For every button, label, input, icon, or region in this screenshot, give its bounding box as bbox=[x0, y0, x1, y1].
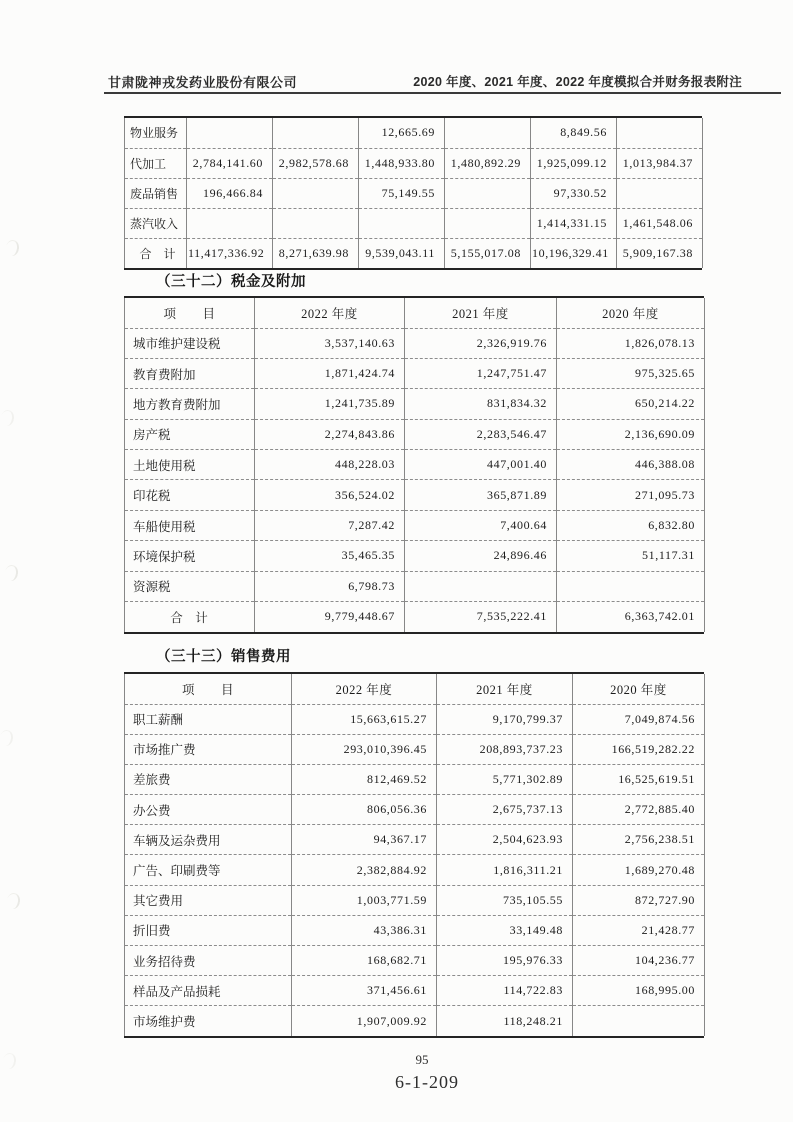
value-cell: 2,136,690.09 bbox=[557, 419, 705, 449]
table-row bbox=[125, 450, 705, 480]
table-row bbox=[125, 734, 705, 764]
report-title: 2020 年度、2021 年度、2022 年度模拟合并财务报表附注 bbox=[413, 75, 742, 89]
selling-expense-table-inner bbox=[124, 674, 705, 1036]
value-cell: 7,400.64 bbox=[405, 510, 557, 540]
row-label-cell: 折旧费 bbox=[125, 915, 292, 945]
value-cell: 1,480,892.29 bbox=[445, 148, 531, 178]
column-header: 2022 年度 bbox=[255, 298, 405, 328]
table-row bbox=[125, 764, 705, 794]
value-cell: 872,727.90 bbox=[573, 885, 705, 915]
other-business-continuation-table bbox=[124, 116, 702, 270]
value-cell: 9,170,799.37 bbox=[437, 704, 573, 734]
value-cell: 1,003,771.59 bbox=[292, 885, 437, 915]
row-label-cell: 广告、印刷费等 bbox=[125, 855, 292, 885]
table-row bbox=[125, 915, 705, 945]
value-cell bbox=[187, 208, 273, 238]
value-cell: 975,325.65 bbox=[557, 358, 705, 388]
value-cell: 5,771,302.89 bbox=[437, 764, 573, 794]
table-row bbox=[125, 328, 705, 358]
table-row bbox=[125, 946, 705, 976]
value-cell: 24,896.46 bbox=[405, 541, 557, 571]
value-cell: 2,274,843.86 bbox=[255, 419, 405, 449]
value-cell bbox=[445, 178, 531, 208]
value-cell: 1,689,270.48 bbox=[573, 855, 705, 885]
row-label-cell: 合 计 bbox=[125, 238, 187, 268]
row-label-cell: 城市维护建设税 bbox=[125, 328, 255, 358]
value-cell: 271,095.73 bbox=[557, 480, 705, 510]
row-label-cell: 物业服务 bbox=[125, 118, 187, 148]
value-cell: 1,448,933.80 bbox=[359, 148, 445, 178]
value-cell: 2,382,884.92 bbox=[292, 855, 437, 885]
value-cell: 75,149.55 bbox=[359, 178, 445, 208]
page-number: 95 bbox=[415, 1052, 429, 1067]
table-row bbox=[125, 602, 705, 632]
tax-and-surcharge-table bbox=[124, 296, 704, 634]
value-cell: 6,832.80 bbox=[557, 510, 705, 540]
value-cell bbox=[359, 208, 445, 238]
column-header: 2022 年度 bbox=[292, 674, 437, 704]
header-rule bbox=[104, 92, 781, 94]
value-cell: 831,834.32 bbox=[405, 389, 557, 419]
value-cell bbox=[573, 1006, 705, 1036]
value-cell: 7,049,874.56 bbox=[573, 704, 705, 734]
scan-artifact bbox=[0, 409, 15, 427]
row-label-cell: 废品销售 bbox=[125, 178, 187, 208]
value-cell bbox=[273, 178, 359, 208]
row-label-cell: 市场维护费 bbox=[125, 1006, 292, 1036]
value-cell: 650,214.22 bbox=[557, 389, 705, 419]
value-cell: 118,248.21 bbox=[437, 1006, 573, 1036]
value-cell: 9,539,043.11 bbox=[359, 238, 445, 268]
value-cell: 447,001.40 bbox=[405, 450, 557, 480]
row-label-cell: 合 计 bbox=[125, 602, 255, 632]
value-cell bbox=[557, 571, 705, 601]
value-cell bbox=[273, 208, 359, 238]
table-row bbox=[125, 510, 705, 540]
row-label-cell: 业务招待费 bbox=[125, 946, 292, 976]
row-label-cell: 环境保护税 bbox=[125, 541, 255, 571]
column-header: 2020 年度 bbox=[573, 674, 705, 704]
value-cell: 35,465.35 bbox=[255, 541, 405, 571]
value-cell: 7,535,222.41 bbox=[405, 602, 557, 632]
value-cell: 448,228.03 bbox=[255, 450, 405, 480]
value-cell: 195,976.33 bbox=[437, 946, 573, 976]
value-cell: 51,117.31 bbox=[557, 541, 705, 571]
value-cell bbox=[445, 208, 531, 238]
table-row bbox=[125, 885, 705, 915]
row-label-cell: 土地使用税 bbox=[125, 450, 255, 480]
value-cell: 293,010,396.45 bbox=[292, 734, 437, 764]
value-cell: 97,330.52 bbox=[531, 178, 617, 208]
value-cell bbox=[617, 118, 703, 148]
value-cell: 1,013,984.37 bbox=[617, 148, 703, 178]
value-cell bbox=[187, 118, 273, 148]
value-cell: 2,982,578.68 bbox=[273, 148, 359, 178]
value-cell: 21,428.77 bbox=[573, 915, 705, 945]
value-cell: 1,871,424.74 bbox=[255, 358, 405, 388]
column-header: 项 目 bbox=[125, 298, 255, 328]
table-row bbox=[125, 704, 705, 734]
scan-artifact bbox=[2, 1052, 17, 1070]
value-cell bbox=[405, 571, 557, 601]
value-cell: 1,925,099.12 bbox=[531, 148, 617, 178]
table-row bbox=[125, 358, 705, 388]
tax-surcharge-table bbox=[124, 298, 705, 632]
value-cell bbox=[445, 118, 531, 148]
value-cell: 1,907,009.92 bbox=[292, 1006, 437, 1036]
value-cell: 2,283,546.47 bbox=[405, 419, 557, 449]
value-cell: 208,893,737.23 bbox=[437, 734, 573, 764]
value-cell: 12,665.69 bbox=[359, 118, 445, 148]
value-cell: 735,105.55 bbox=[437, 885, 573, 915]
row-label-cell: 其它费用 bbox=[125, 885, 292, 915]
value-cell: 1,414,331.15 bbox=[531, 208, 617, 238]
row-label-cell: 办公费 bbox=[125, 795, 292, 825]
table-row bbox=[125, 541, 705, 571]
column-header: 2021 年度 bbox=[405, 298, 557, 328]
row-label-cell: 职工薪酬 bbox=[125, 704, 292, 734]
row-label-cell: 差旅费 bbox=[125, 764, 292, 794]
row-label-cell: 印花税 bbox=[125, 480, 255, 510]
row-label-cell: 车辆及运杂费用 bbox=[125, 825, 292, 855]
value-cell: 1,247,751.47 bbox=[405, 358, 557, 388]
value-cell: 5,909,167.38 bbox=[617, 238, 703, 268]
table-row bbox=[125, 976, 705, 1006]
section-33-heading: （三十三）销售费用 bbox=[156, 649, 291, 665]
value-cell: 812,469.52 bbox=[292, 764, 437, 794]
value-cell: 1,461,548.06 bbox=[617, 208, 703, 238]
row-label-cell: 房产税 bbox=[125, 419, 255, 449]
doc-number: 6-1-209 bbox=[395, 1072, 459, 1092]
table-row bbox=[125, 148, 703, 178]
row-label-cell: 教育费附加 bbox=[125, 358, 255, 388]
continuation-table bbox=[124, 118, 703, 268]
value-cell bbox=[273, 118, 359, 148]
value-cell: 16,525,619.51 bbox=[573, 764, 705, 794]
table-row bbox=[125, 238, 703, 268]
value-cell: 7,287.42 bbox=[255, 510, 405, 540]
value-cell: 94,367.17 bbox=[292, 825, 437, 855]
value-cell: 3,537,140.63 bbox=[255, 328, 405, 358]
table-row bbox=[125, 795, 705, 825]
value-cell: 2,675,737.13 bbox=[437, 795, 573, 825]
value-cell: 43,386.31 bbox=[292, 915, 437, 945]
value-cell: 8,271,639.98 bbox=[273, 238, 359, 268]
value-cell: 371,456.61 bbox=[292, 976, 437, 1006]
table-row bbox=[125, 419, 705, 449]
table-row bbox=[125, 118, 703, 148]
value-cell: 1,241,735.89 bbox=[255, 389, 405, 419]
column-header: 项 目 bbox=[125, 674, 292, 704]
value-cell: 10,196,329.41 bbox=[531, 238, 617, 268]
table-header-row bbox=[125, 674, 705, 704]
row-label-cell: 市场推广费 bbox=[125, 734, 292, 764]
table-row bbox=[125, 825, 705, 855]
value-cell bbox=[617, 178, 703, 208]
table-row bbox=[125, 480, 705, 510]
column-header: 2021 年度 bbox=[437, 674, 573, 704]
value-cell: 2,784,141.60 bbox=[187, 148, 273, 178]
value-cell: 104,236.77 bbox=[573, 946, 705, 976]
value-cell: 2,504,623.93 bbox=[437, 825, 573, 855]
table-header-row bbox=[125, 298, 705, 328]
selling-expense-table bbox=[124, 672, 704, 1038]
value-cell: 114,722.83 bbox=[437, 976, 573, 1006]
row-label-cell: 资源税 bbox=[125, 571, 255, 601]
value-cell: 166,519,282.22 bbox=[573, 734, 705, 764]
value-cell: 168,682.71 bbox=[292, 946, 437, 976]
table-row bbox=[125, 1006, 705, 1036]
value-cell: 15,663,615.27 bbox=[292, 704, 437, 734]
scan-artifact bbox=[6, 892, 21, 910]
value-cell: 446,388.08 bbox=[557, 450, 705, 480]
row-label-cell: 蒸汽收入 bbox=[125, 208, 187, 238]
row-label-cell: 样品及产品损耗 bbox=[125, 976, 292, 1006]
scan-artifact bbox=[4, 564, 19, 582]
value-cell: 365,871.89 bbox=[405, 480, 557, 510]
value-cell: 9,779,448.67 bbox=[255, 602, 405, 632]
value-cell: 33,149.48 bbox=[437, 915, 573, 945]
row-label-cell: 地方教育费附加 bbox=[125, 389, 255, 419]
table-row bbox=[125, 208, 703, 238]
value-cell: 806,056.36 bbox=[292, 795, 437, 825]
value-cell: 1,816,311.21 bbox=[437, 855, 573, 885]
table-row bbox=[125, 571, 705, 601]
section-32-heading: （三十二）税金及附加 bbox=[156, 274, 306, 290]
table-row bbox=[125, 178, 703, 208]
scan-artifact bbox=[0, 729, 14, 747]
value-cell: 2,772,885.40 bbox=[573, 795, 705, 825]
value-cell: 2,326,919.76 bbox=[405, 328, 557, 358]
row-label-cell: 代加工 bbox=[125, 148, 187, 178]
value-cell: 2,756,238.51 bbox=[573, 825, 705, 855]
value-cell: 8,849.56 bbox=[531, 118, 617, 148]
value-cell: 5,155,017.08 bbox=[445, 238, 531, 268]
value-cell: 6,798.73 bbox=[255, 571, 405, 601]
value-cell: 11,417,336.92 bbox=[187, 238, 273, 268]
row-label-cell: 车船使用税 bbox=[125, 510, 255, 540]
value-cell: 6,363,742.01 bbox=[557, 602, 705, 632]
value-cell: 168,995.00 bbox=[573, 976, 705, 1006]
company-name: 甘肃陇神戎发药业股份有限公司 bbox=[108, 75, 298, 90]
column-header: 2020 年度 bbox=[557, 298, 705, 328]
value-cell: 356,524.02 bbox=[255, 480, 405, 510]
scan-artifact bbox=[5, 239, 20, 257]
table-row bbox=[125, 389, 705, 419]
value-cell: 1,826,078.13 bbox=[557, 328, 705, 358]
table-row bbox=[125, 855, 705, 885]
value-cell: 196,466.84 bbox=[187, 178, 273, 208]
